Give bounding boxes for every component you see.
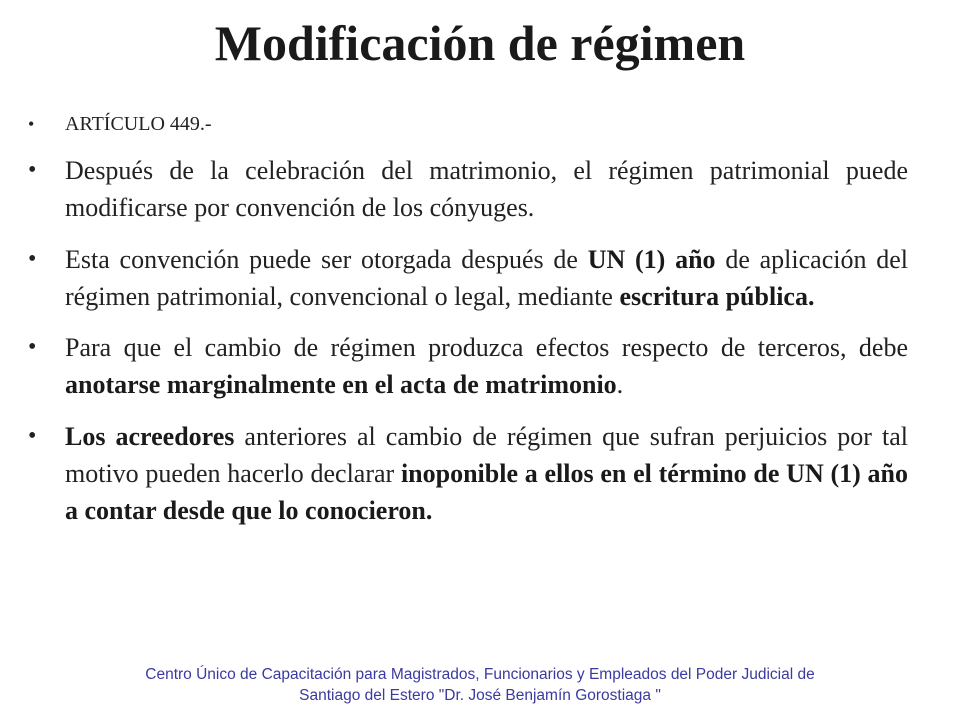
bullet-convention-timing — [28, 241, 908, 315]
bullet-list — [28, 108, 908, 529]
bullet-text: . — [616, 370, 624, 399]
bullet-text: Esta convención puede ser otorgada después de — [65, 245, 588, 274]
bullet-text: anteriores al cambio de régimen que sufran perjuicios por tal motivo pueden hacerlo declarar — [65, 422, 908, 488]
footer-line-2: Santiago del Estero "Dr. José Benjamín Gorostiaga " — [299, 687, 661, 704]
bullet-dot-icon: • — [28, 334, 37, 360]
bullet-text: Para que el cambio de régimen produzca efectos respecto de terceros, debe — [65, 333, 908, 362]
bullet-dot-icon: • — [28, 423, 37, 449]
bullet-emphasis: anotarse marginalmente en el acta de matrimonio — [65, 370, 617, 399]
bullet-emphasis: Los acreedores — [65, 422, 235, 451]
footer-credit — [0, 664, 960, 706]
bullet-dot-icon: • — [28, 246, 37, 272]
bullet-text: Después de la celebración del matrimonio, el régimen patrimonial puede modificarse por convención de los cónyuges. — [65, 156, 908, 222]
bullet-article-heading — [28, 108, 908, 140]
article-heading-text: ARTÍCULO 449.- — [65, 113, 212, 135]
slide-title: Modificación de régimen — [214, 15, 746, 71]
bullet-creditors — [28, 418, 908, 529]
bullet-emphasis: inoponible a ellos en el término de UN (1) año a contar desde que lo conocieron. — [65, 459, 908, 525]
bullet-emphasis: UN (1) año — [587, 245, 716, 274]
bullet-dot-icon: • — [28, 157, 37, 183]
bullet-dot-icon: • — [28, 114, 35, 134]
footer-line-1: Centro Único de Capacitación para Magistrados, Funcionarios y Empleados del Poder Judicial de — [145, 666, 815, 683]
bullet-emphasis: escritura pública. — [619, 282, 815, 311]
bullet-modification — [28, 152, 908, 226]
bullet-text: de aplicación del régimen patrimonial, convencional o legal, mediante — [65, 245, 908, 311]
bullet-third-party-effects — [28, 329, 908, 403]
